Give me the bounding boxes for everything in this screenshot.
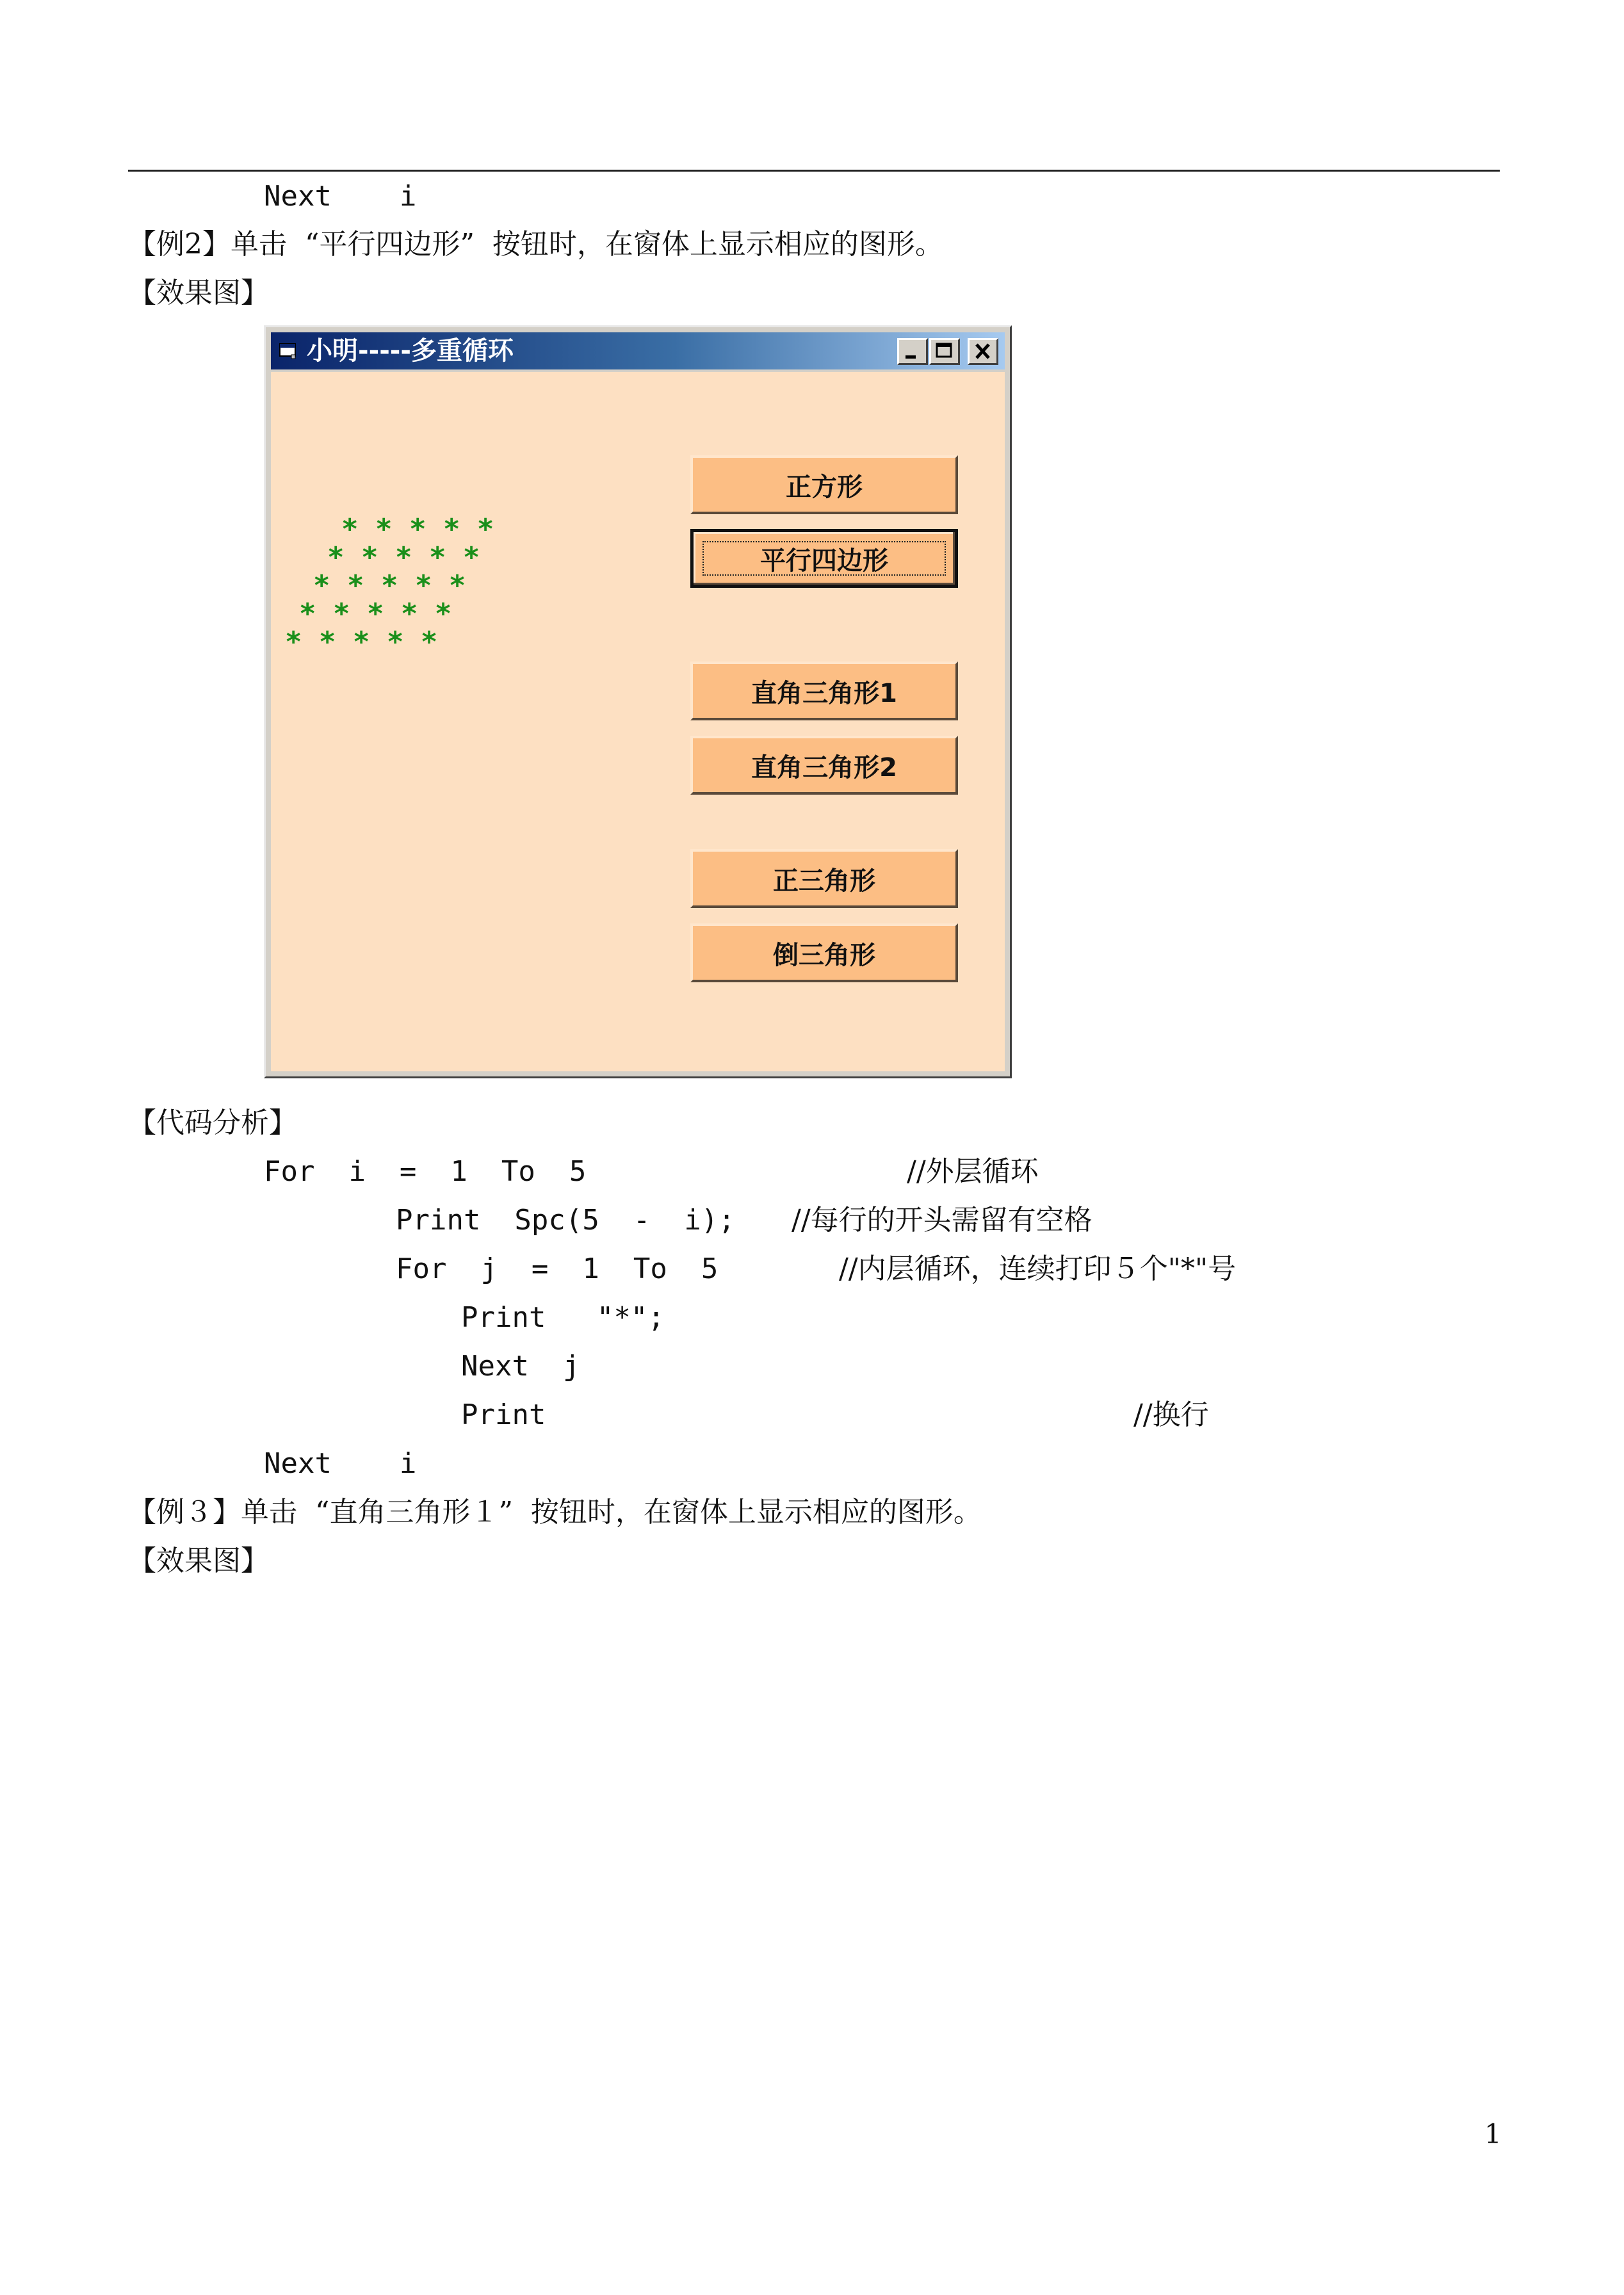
star-row-5: * * * * * (285, 626, 438, 658)
code-comment-1: //外层循环 (907, 1155, 1039, 1188)
code-analysis-label: 【代码分析】 (128, 1107, 297, 1139)
app-form-icon (279, 341, 298, 360)
minimize-button[interactable] (897, 338, 928, 365)
window-title: 小明-----多重循环 (307, 336, 514, 366)
close-icon (970, 340, 996, 363)
close-button[interactable] (968, 338, 998, 365)
code-line-2: Print Spc(5 - i); (396, 1204, 735, 1237)
effect-label-2: 【效果图】 (128, 1545, 269, 1577)
star-row-3: * * * * * (313, 569, 466, 602)
maximize-button[interactable] (929, 338, 960, 365)
example2-heading: 【例2】单击 “平行四边形” 按钮时，在窗体上显示相应的图形。 (128, 228, 943, 261)
right-triangle-1-button[interactable]: 直角三角形1 (690, 661, 958, 720)
code-comment-2: //每行的开头需留有空格 (792, 1204, 1092, 1237)
vb-form-window (264, 325, 1012, 1078)
code-line-1: For i = 1 To 5 (264, 1155, 587, 1188)
example3-heading: 【例３】单击 “直角三角形１” 按钮时，在窗体上显示相应的图形。 (128, 1496, 982, 1529)
code-line-6: Print (461, 1399, 546, 1431)
square-button[interactable]: 正方形 (690, 455, 958, 514)
parallelogram-button[interactable]: 平行四边形 (690, 529, 958, 588)
code-line-3: For j = 1 To 5 (396, 1253, 719, 1285)
minimize-icon (899, 340, 926, 363)
effect-label: 【效果图】 (128, 277, 269, 309)
equilateral-triangle-button[interactable]: 正三角形 (690, 849, 958, 908)
star-row-4: * * * * * (299, 597, 452, 630)
code-line-5: Next j (461, 1350, 580, 1383)
page-number: 1 (1484, 2118, 1502, 2150)
code-line-4: Print "*"; (461, 1301, 665, 1334)
code-comment-3: //内层循环，连续打印５个"*"号 (839, 1253, 1237, 1285)
form-client-area (271, 372, 1005, 1071)
code-comment-6: //换行 (1133, 1399, 1209, 1431)
star-row-2: * * * * * (327, 541, 480, 574)
inverted-triangle-button[interactable]: 倒三角形 (690, 923, 958, 982)
star-row-1: * * * * * (341, 513, 494, 546)
header-rule (128, 170, 1500, 172)
code-line-next-i-top: Next i (264, 180, 417, 213)
code-line-7: Next i (264, 1447, 417, 1480)
title-bar (271, 332, 1005, 369)
right-triangle-2-button[interactable]: 直角三角形2 (690, 736, 958, 795)
maximize-icon (931, 340, 958, 363)
